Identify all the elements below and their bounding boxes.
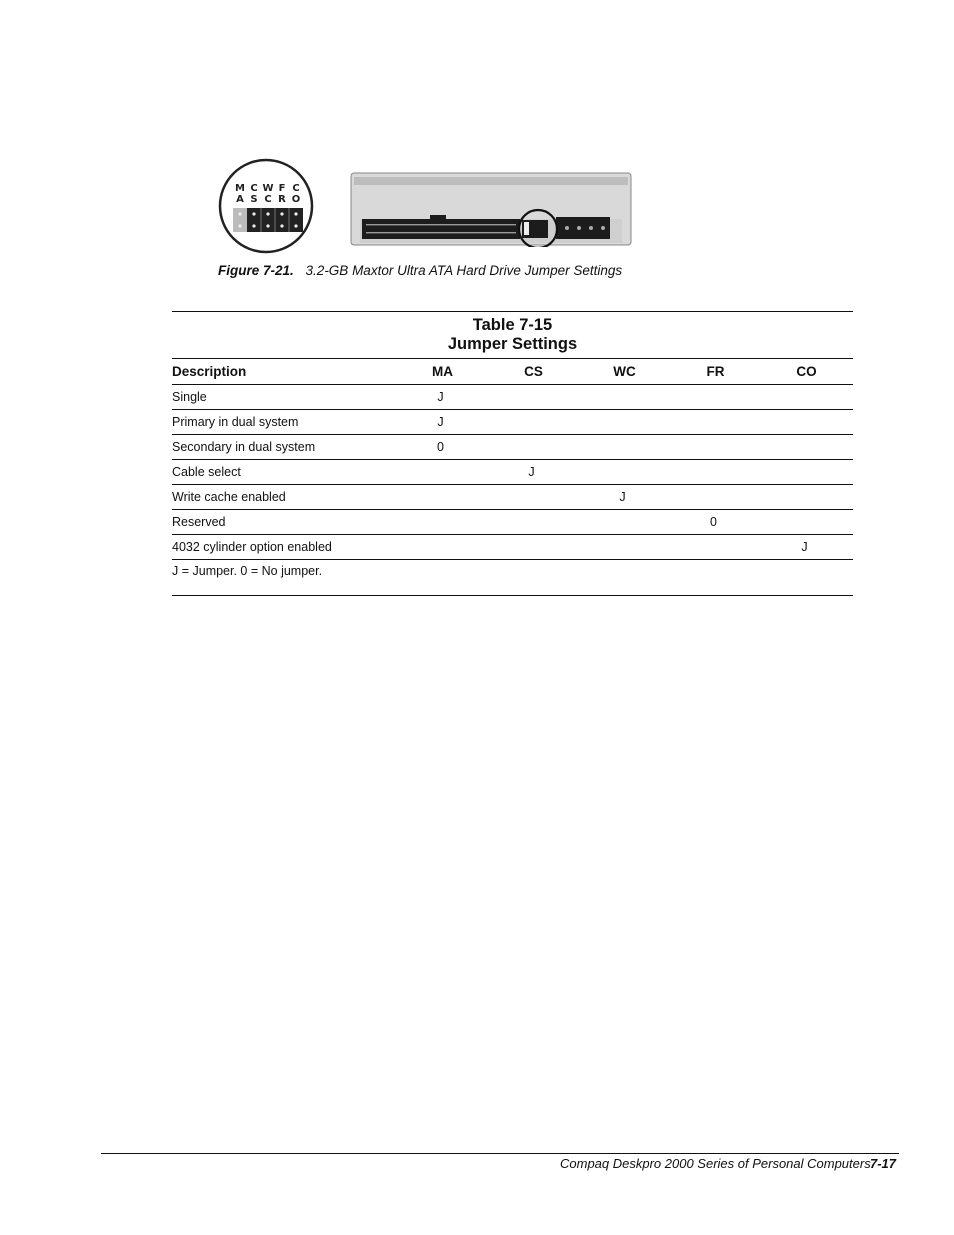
hard-drive-illustration	[350, 171, 632, 247]
header-wc: WC	[613, 364, 636, 379]
cell-ma: J	[437, 415, 444, 429]
table-row	[172, 384, 853, 409]
jumper-letter-top-1: C	[250, 183, 258, 194]
row-description: Secondary in dual system	[172, 440, 316, 454]
cell-ma: 0	[437, 440, 444, 454]
footer-title: Compaq Deskpro 2000 Series of Personal Computers	[560, 1156, 871, 1171]
header-ma: MA	[432, 364, 453, 379]
jumper-figure	[216, 155, 636, 255]
cell-cs: J	[528, 465, 535, 479]
table-title	[172, 312, 853, 358]
cell-fr: 0	[710, 515, 717, 529]
jumper-letter-top-0: M	[235, 183, 245, 194]
jumper-letter-bottom-4: O	[291, 194, 301, 205]
cell-co: J	[801, 540, 808, 554]
table-row	[172, 484, 853, 509]
table-name: Jumper Settings	[447, 335, 578, 353]
cell-wc: J	[619, 490, 626, 504]
header-fr: FR	[706, 364, 725, 379]
jumper-letter-bottom-2: C	[264, 194, 272, 205]
table-row	[172, 434, 853, 459]
table-row	[172, 409, 853, 434]
jumper-zoom-illustration	[218, 158, 314, 254]
table-note: J = Jumper. 0 = No jumper.	[172, 559, 853, 595]
row-description: Reserved	[172, 515, 226, 529]
table-bottom-rule	[172, 595, 853, 596]
footer-rule	[101, 1153, 899, 1154]
figure-caption	[218, 263, 622, 278]
row-description: Single	[172, 390, 207, 404]
header-co: CO	[796, 364, 817, 379]
row-description: Cable select	[172, 465, 241, 479]
jumper-settings-table	[172, 311, 853, 596]
table-header-row	[172, 358, 853, 384]
table-row	[172, 459, 853, 484]
row-description: Primary in dual system	[172, 415, 299, 429]
jumper-letter-bottom-0: A	[236, 194, 244, 205]
figure-label: Figure 7-21.	[218, 263, 294, 278]
row-description: 4032 cylinder option enabled	[172, 540, 332, 554]
jumper-letter-top-4: C	[292, 183, 300, 194]
jumper-letter-top-3: F	[278, 183, 286, 194]
jumper-letter-bottom-1: S	[250, 194, 258, 205]
table-number: Table 7-15	[472, 316, 553, 334]
figure-caption-text: 3.2-GB Maxtor Ultra ATA Hard Drive Jumper Settings	[305, 263, 623, 278]
cell-ma: J	[437, 390, 444, 404]
header-description: Description	[172, 364, 247, 379]
header-cs: CS	[524, 364, 543, 379]
row-description: Write cache enabled	[172, 490, 286, 504]
table-row	[172, 534, 853, 559]
page-number: 7-17	[870, 1156, 897, 1171]
jumper-letter-top-2: W	[262, 183, 274, 194]
table-row	[172, 509, 853, 534]
jumper-letter-bottom-3: R	[278, 194, 286, 205]
